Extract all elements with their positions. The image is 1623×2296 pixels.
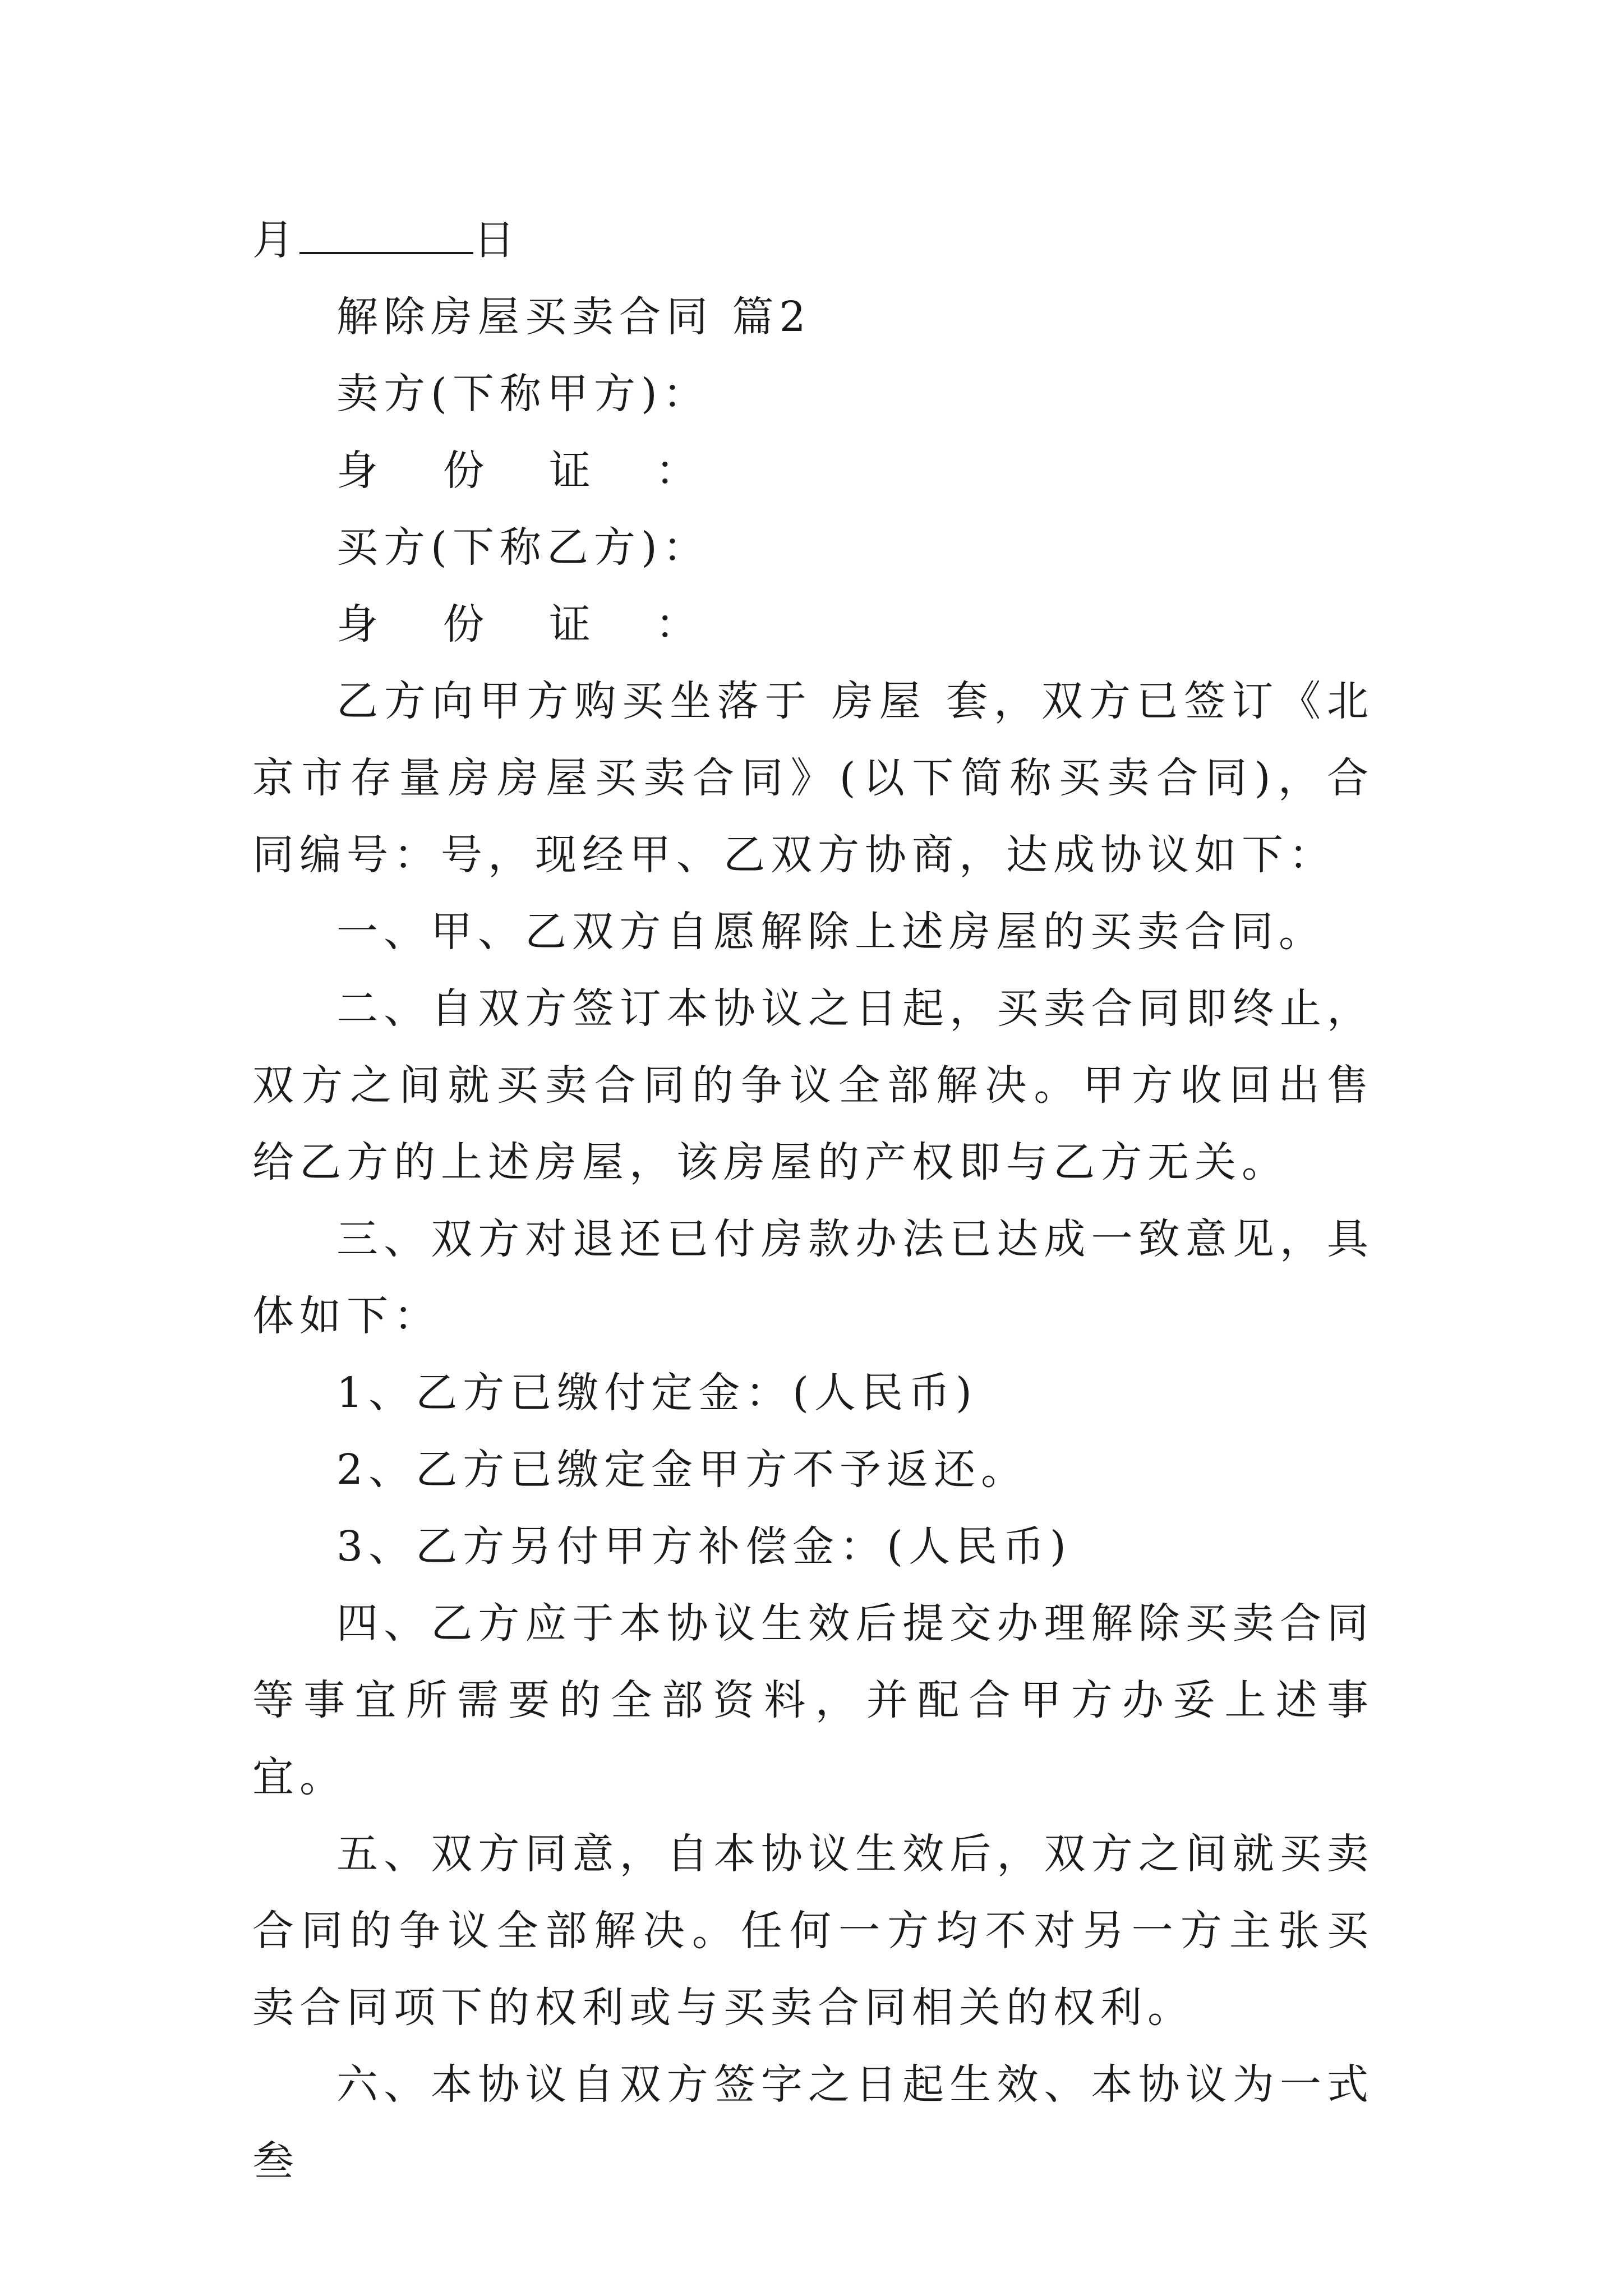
paragraph-intro: 乙方向甲方购买坐落于 房屋 套，双方已签订《北京市存量房房屋买卖合同》(以下简称买卖合同)，合同编号：号，现经甲、乙双方协商，达成协议如下： xyxy=(252,677,1374,879)
paragraph-clause-5: 五、双方同意，自本协议生效后，双方之间就买卖合同的争议全部解决。任何一方均不对另一方主张买卖合同项下的权利或与买卖合同相关的权利。 xyxy=(252,1830,1374,2032)
date-day: 日 xyxy=(473,216,520,264)
seller-id-label: 身 份 证 ： xyxy=(336,447,723,495)
paragraph-clause-2: 二、自双方签订本协议之日起，买卖合同即终止，双方之间就买卖合同的争议全部解决。甲方收回出售给乙方的上述房屋，该房屋的产权即与乙方无关。 xyxy=(252,984,1374,1186)
buyer-id-label: 身 份 证 ： xyxy=(336,600,723,648)
document-title: 解除房屋买卖合同 篇2 xyxy=(336,293,811,341)
paragraph-item-2: 2、乙方已缴定金甲方不予返还。 xyxy=(336,1446,1029,1494)
paragraph-clause-1: 一、甲、乙双方自愿解除上述房屋的买卖合同。 xyxy=(336,908,1326,956)
buyer-label: 买方(下称乙方)： xyxy=(336,523,710,572)
date-line xyxy=(252,202,1374,279)
date-blank xyxy=(299,213,473,254)
paragraph-clause-4: 四、乙方应于本协议生效后提交办理解除买卖合同等事宜所需要的全部资料，并配合甲方办妥上述事宜。 xyxy=(252,1599,1374,1801)
date-month: 月 xyxy=(252,216,299,264)
document-page xyxy=(252,202,1374,2200)
paragraph-clause-3: 三、双方对退还已付房款办法已达成一致意见，具体如下： xyxy=(252,1215,1374,1340)
paragraph-item-3: 3、乙方另付甲方补偿金：(人民币) xyxy=(336,1522,1072,1571)
paragraph-item-1: 1、乙方已缴付定金：(人民币) xyxy=(336,1369,978,1417)
seller-label: 卖方(下称甲方)： xyxy=(336,370,710,418)
paragraph-clause-6: 六、本协议自双方签字之日起生效、本协议为一式 叁 xyxy=(252,2060,1374,2185)
